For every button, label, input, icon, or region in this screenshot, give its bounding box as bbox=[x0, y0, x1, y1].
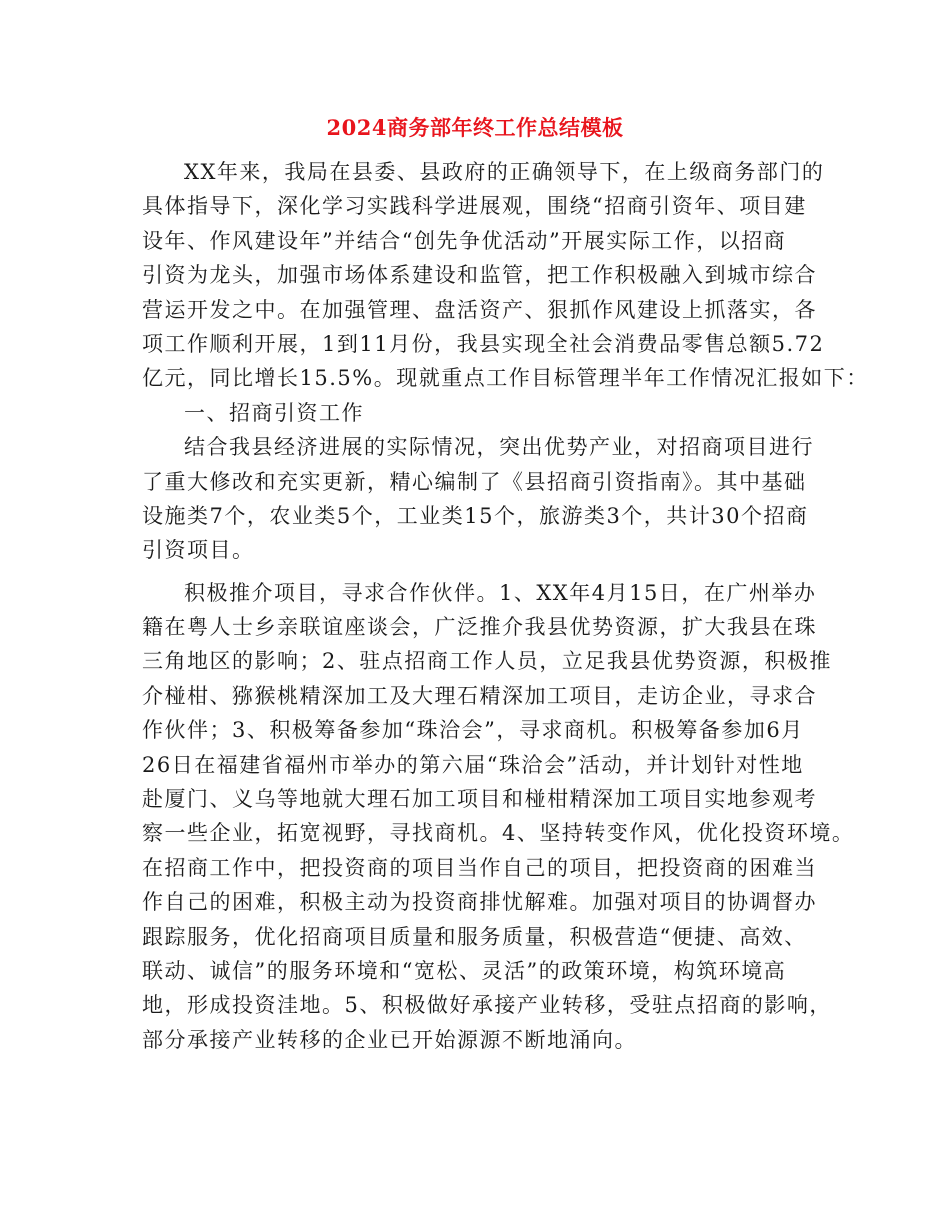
paragraph-line: 引资项目。 bbox=[142, 538, 255, 563]
paragraph-line: 介椪柑、猕猴桃精深加工及大理石精深加工项目，走访企业，寻求合 bbox=[142, 683, 817, 708]
paragraph-line: 在招商工作中，把投资商的项目当作自己的项目，把投资商的困难当 bbox=[142, 855, 817, 880]
paragraph-line: 部分承接产业转移的企业已开始源源不断地涌向。 bbox=[142, 1027, 637, 1052]
paragraph-line: 具体指导下，深化学习实践科学进展观，围绕“招商引资年、项目建 bbox=[142, 194, 807, 219]
paragraph-line: 积极推介项目，寻求合作伙伴。1、XX年4月15日，在广州举办 bbox=[184, 580, 817, 605]
paragraph-line: 察一些企业，拓宽视野，寻找商机。4、坚持转变作风，优化投资环境。 bbox=[142, 821, 855, 846]
paragraph-line: 联动、诚信”的服务环境和“宽松、灵活”的政策环境，构筑环境高 bbox=[142, 958, 787, 983]
document-body bbox=[142, 155, 869, 1057]
paragraph-line: 26日在福建省福州市举办的第六届“珠洽会”活动，并计划针对性地 bbox=[142, 752, 804, 777]
paragraph-line: 作伙伴；3、积极筹备参加“珠洽会”，寻求商机。积极筹备参加6月 bbox=[142, 718, 804, 743]
paragraph-line: 项工作顺利开展，1到11月份，我县实现全社会消费品零售总额5.72 bbox=[142, 331, 825, 356]
paragraph-line: 引资为龙头，加强市场体系建设和监管，把工作积极融入到城市综合 bbox=[142, 263, 817, 288]
document-title: 2024商务部年终工作总结模板 bbox=[326, 115, 624, 140]
paragraph-line: 地，形成投资洼地。5、积极做好承接产业转移，受驻点招商的影响， bbox=[142, 993, 832, 1018]
section-heading: 一、招商引资工作 bbox=[184, 400, 364, 425]
paragraph-line: 亿元，同比增长15.5%。现就重点工作目标管理半年工作情况汇报如下： bbox=[142, 366, 869, 391]
paragraph-line: 三角地区的影响；2、驻点招商工作人员，立足我县优势资源，积极推 bbox=[142, 649, 832, 674]
paragraph-line: 跟踪服务，优化招商项目质量和服务质量，积极营造“便捷、高效、 bbox=[142, 924, 807, 949]
paragraph-line: 设年、作风建设年”并结合“创先争优活动”开展实际工作，以招商 bbox=[142, 228, 787, 253]
paragraph-line: 籍在粤人士乡亲联谊座谈会，广泛推介我县优势资源，扩大我县在珠 bbox=[142, 615, 817, 640]
paragraph-line: 了重大修改和充实更新，精心编制了《县招商引资指南》。其中基础 bbox=[142, 469, 807, 494]
paragraph-line: 作自己的困难，积极主动为投资商排忧解难。加强对项目的协调督办 bbox=[142, 890, 817, 915]
paragraph-line: XX年来，我局在县委、县政府的正确领导下，在上级商务部门的 bbox=[184, 160, 825, 184]
paragraph-line: 结合我县经济进展的实际情况，突出优势产业，对招商项目进行 bbox=[184, 435, 814, 460]
paragraph-line: 营运开发之中。在加强管理、盘活资产、狠抓作风建设上抓落实，各 bbox=[142, 297, 817, 322]
paragraph-line: 赴厦门、义乌等地就大理石加工项目和椪柑精深加工项目实地参观考 bbox=[142, 787, 817, 812]
paragraph-line: 设施类7个，农业类5个，工业类15个，旅游类3个，共计30个招商 bbox=[142, 503, 809, 528]
